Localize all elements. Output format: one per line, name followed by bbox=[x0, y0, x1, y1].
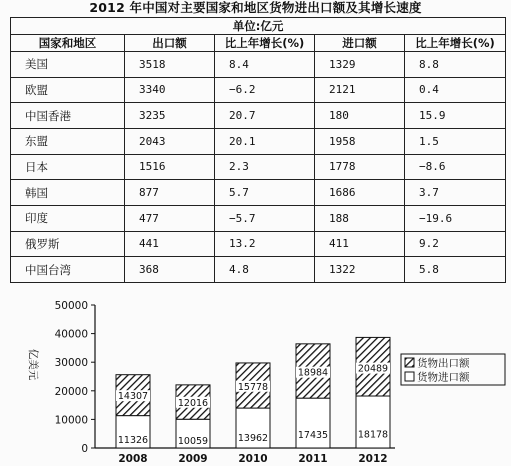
y-tick-label: 50000 bbox=[54, 300, 88, 312]
trade-table bbox=[10, 17, 506, 283]
header-region: 国家和地区 bbox=[11, 35, 125, 52]
cell-export: 1516 bbox=[125, 154, 215, 180]
bar-label-export: 18984 bbox=[297, 367, 329, 379]
bar-label-export: 14307 bbox=[117, 391, 149, 403]
cell-export: 368 bbox=[125, 257, 215, 283]
cell-export: 3518 bbox=[125, 52, 215, 78]
y-tick-label: 20000 bbox=[54, 385, 88, 398]
cell-export-growth: 5.7 bbox=[215, 180, 315, 206]
cell-export-growth: 20.1 bbox=[215, 128, 315, 154]
bar-label-export: 12016 bbox=[177, 397, 209, 409]
table-row bbox=[11, 103, 506, 129]
cell-region: 美国 bbox=[11, 52, 125, 78]
cell-region: 中国香港 bbox=[11, 103, 125, 129]
cell-import: 411 bbox=[315, 231, 405, 257]
bar-label-import: 17435 bbox=[297, 430, 329, 442]
cell-export-growth: 8.4 bbox=[215, 52, 315, 78]
legend-swatch-export bbox=[405, 358, 414, 367]
cell-export: 477 bbox=[125, 205, 215, 231]
cell-region: 中国台湾 bbox=[11, 257, 125, 283]
x-tick-label: 2011 bbox=[298, 453, 328, 465]
table-row bbox=[11, 154, 506, 180]
legend-label-import: 货物进口额 bbox=[417, 371, 470, 384]
header-export: 出口额 bbox=[125, 35, 215, 52]
table-row bbox=[11, 77, 506, 103]
cell-region: 韩国 bbox=[11, 180, 125, 206]
cell-export-growth: 4.8 bbox=[215, 257, 315, 283]
cell-export-growth: 20.7 bbox=[215, 103, 315, 129]
table-row bbox=[11, 128, 506, 154]
page-title: 2012 年中国对主要国家和地区货物进出口额及其增长速度 bbox=[89, 0, 422, 15]
cell-import-growth: −8.6 bbox=[405, 154, 506, 180]
unit-row bbox=[11, 18, 506, 35]
table-row bbox=[11, 231, 506, 257]
cell-import: 1686 bbox=[315, 180, 405, 206]
trade-bar-chart bbox=[0, 290, 511, 466]
y-tick-label: 0 bbox=[81, 443, 88, 455]
cell-export: 877 bbox=[125, 180, 215, 206]
cell-region: 日本 bbox=[11, 154, 125, 180]
cell-import: 1329 bbox=[315, 52, 405, 78]
cell-region: 俄罗斯 bbox=[11, 231, 125, 257]
cell-export: 3340 bbox=[125, 77, 215, 103]
cell-export-growth: 13.2 bbox=[215, 231, 315, 257]
cell-import: 1778 bbox=[315, 154, 405, 180]
header-import-growth: 比上年增长(%) bbox=[405, 35, 506, 52]
y-axis-label: 亿美元 bbox=[27, 348, 39, 381]
cell-import-growth: 0.4 bbox=[405, 77, 506, 103]
cell-import-growth: 8.8 bbox=[405, 52, 506, 78]
cell-export-growth: −5.7 bbox=[215, 205, 315, 231]
cell-region: 欧盟 bbox=[11, 77, 125, 103]
y-tick-label: 30000 bbox=[54, 357, 88, 370]
cell-export-growth: −6.2 bbox=[215, 77, 315, 103]
bar-label-import: 18178 bbox=[357, 429, 389, 441]
cell-import-growth: 3.7 bbox=[405, 180, 506, 206]
cell-import-growth: 15.9 bbox=[405, 103, 506, 129]
cell-import: 2121 bbox=[315, 77, 405, 103]
cell-import: 188 bbox=[315, 205, 405, 231]
bar-label-import: 10059 bbox=[177, 435, 209, 447]
unit-label: 单位:亿元 bbox=[11, 18, 506, 35]
bar-label-import: 13962 bbox=[237, 432, 269, 444]
y-tick-label: 10000 bbox=[54, 414, 88, 427]
header-export-growth: 比上年增长(%) bbox=[215, 35, 315, 52]
y-tick-label: 40000 bbox=[54, 328, 88, 341]
table-row bbox=[11, 205, 506, 231]
cell-import-growth: 1.5 bbox=[405, 128, 506, 154]
bar-label-export: 15778 bbox=[237, 381, 269, 393]
table-row bbox=[11, 257, 506, 283]
bar-label-export: 20489 bbox=[357, 363, 389, 375]
x-tick-label: 2008 bbox=[118, 453, 148, 465]
cell-export: 2043 bbox=[125, 128, 215, 154]
legend-label-export: 货物出口额 bbox=[417, 357, 470, 370]
cell-import: 1958 bbox=[315, 128, 405, 154]
cell-import: 1322 bbox=[315, 257, 405, 283]
bar-label-import: 11326 bbox=[117, 434, 149, 446]
legend-swatch-import bbox=[405, 372, 414, 381]
cell-import: 180 bbox=[315, 103, 405, 129]
table-row bbox=[11, 180, 506, 206]
cell-import-growth: −19.6 bbox=[405, 205, 506, 231]
table-row bbox=[11, 52, 506, 78]
cell-import-growth: 9.2 bbox=[405, 231, 506, 257]
x-tick-label: 2010 bbox=[238, 453, 268, 465]
cell-import-growth: 5.8 bbox=[405, 257, 506, 283]
cell-export: 3235 bbox=[125, 103, 215, 129]
x-tick-label: 2012 bbox=[358, 453, 388, 465]
header-import: 进口额 bbox=[315, 35, 405, 52]
x-tick-label: 2009 bbox=[178, 453, 208, 465]
cell-region: 印度 bbox=[11, 205, 125, 231]
cell-export: 441 bbox=[125, 231, 215, 257]
header-row bbox=[11, 35, 506, 52]
cell-export-growth: 2.3 bbox=[215, 154, 315, 180]
cell-region: 东盟 bbox=[11, 128, 125, 154]
